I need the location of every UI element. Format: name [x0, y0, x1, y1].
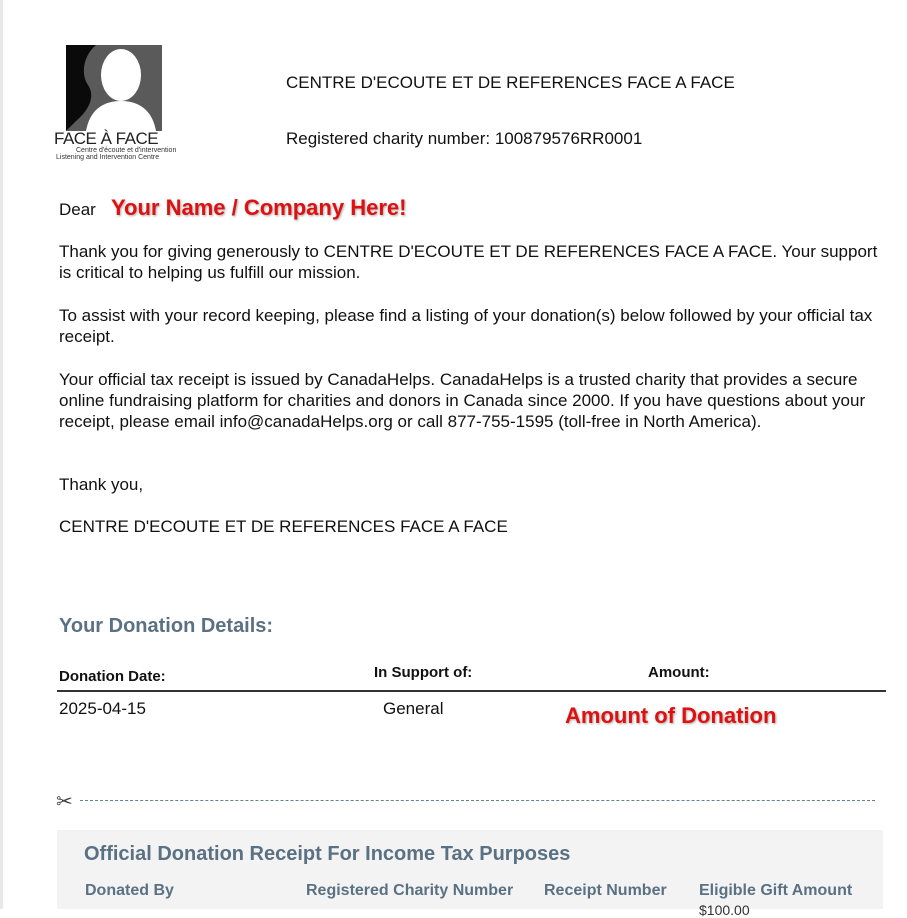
charity-number: Registered charity number: 100879576RR0001 [286, 129, 643, 148]
donation-date-cell: 2025-04-15 [59, 699, 146, 718]
page-edge [0, 0, 3, 909]
salutation: Dear [59, 200, 96, 219]
person-silhouette-icon [66, 45, 162, 131]
letter-paragraph-2: To assist with your record keeping, please find a listing of your donation(s) below followed by your official tax receipt. [59, 306, 873, 346]
receipt-header-donated-by: Donated By [85, 882, 174, 899]
scissors-icon: ✂ [56, 791, 73, 813]
logo-silhouette-box [66, 45, 162, 131]
col-header-date: Donation Date: [59, 668, 166, 685]
col-header-amount: Amount: [648, 664, 710, 681]
letter-paragraph-1: Thank you for giving generously to CENTRE D'ECOUTE ET DE REFERENCES FACE A FACE. Your support is critical to helping us fulfill our mission. [59, 242, 878, 282]
receipt-header-receipt-number: Receipt Number [544, 882, 667, 899]
letter-paragraph-3: Your official tax receipt is issued by CanadaHelps. CanadaHelps is a trusted charity that provides a secure online fundraising platform for charities and donors in Canada since 2000. If you have questions about your receipt, please email info@canadaHelps.org or call 877-755-1595 (toll-free in North America). [59, 370, 866, 431]
eligible-amount-value: $100.00 [699, 902, 750, 918]
logo-wordmark: FACE À FACE [54, 129, 159, 148]
logo-subtitle-en: Listening and Intervention Centre [56, 154, 160, 161]
letter-closing: Thank you, [59, 475, 144, 494]
table-header-divider [57, 690, 886, 692]
donation-amount-placeholder: Amount of Donation [565, 703, 777, 728]
logo-subtitle-fr: Centre d'écoute et d'intervention [76, 147, 177, 154]
receipt-title: Official Donation Receipt For Income Tax Purposes [84, 843, 571, 865]
receipt-header-eligible-amount: Eligible Gift Amount [699, 882, 853, 899]
logo-subtitle [56, 147, 176, 161]
col-header-support: In Support of: [374, 664, 473, 681]
donation-details-title: Your Donation Details: [59, 615, 274, 637]
org-name-header: CENTRE D'ECOUTE ET DE REFERENCES FACE A FACE [286, 73, 735, 92]
letter-signature: CENTRE D'ECOUTE ET DE REFERENCES FACE A FACE [59, 517, 508, 536]
donor-name-placeholder: Your Name / Company Here! [111, 195, 407, 220]
receipt-header-charity-number: Registered Charity Number [306, 882, 514, 899]
charity-logo [54, 45, 177, 165]
donation-support-cell: General [383, 699, 444, 718]
cut-line [80, 800, 875, 801]
